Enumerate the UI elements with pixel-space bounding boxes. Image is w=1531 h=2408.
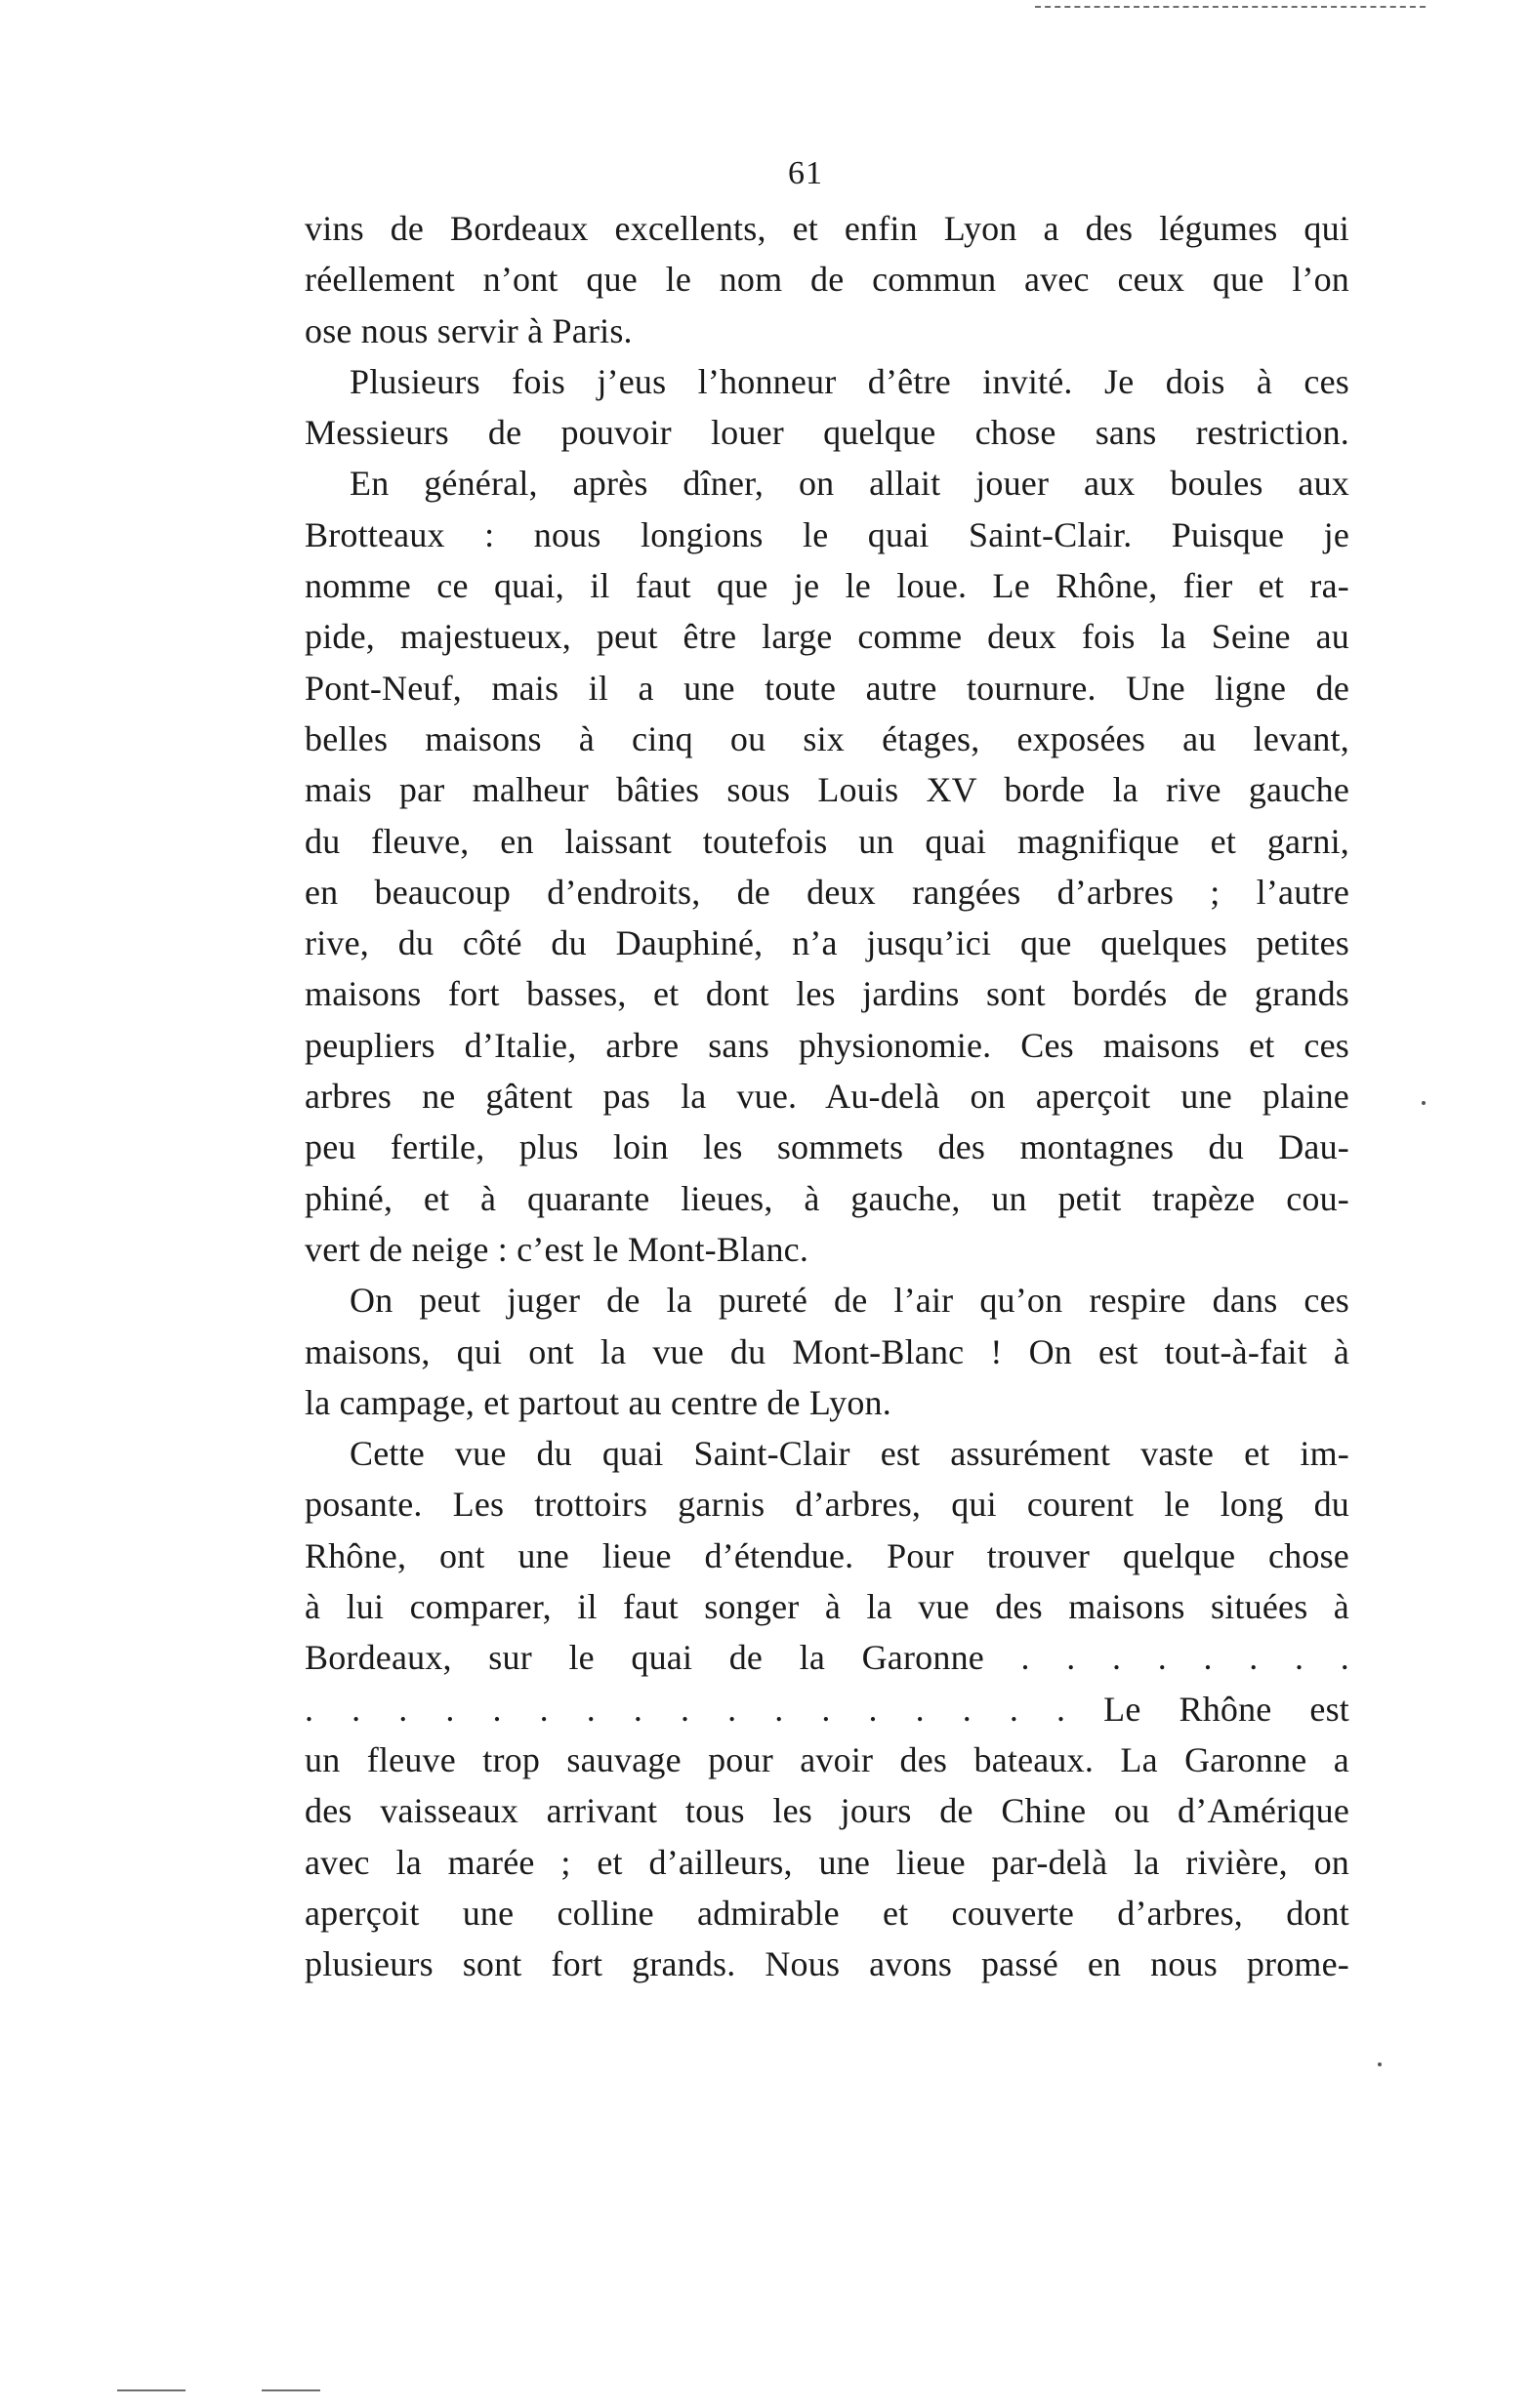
text-line: vert de neige : c’est le Mont-Blanc. <box>305 1229 809 1269</box>
text-line: ose nous servir à Paris. <box>305 310 633 350</box>
text-line: phiné, et à quarante lieues, à gauche, un petit trapèze cou- <box>305 1178 1349 1218</box>
text-line: Pont-Neuf, mais il a une toute autre tournure. Une ligne de <box>305 668 1349 708</box>
text-line: aperçoit une colline admirable et couverte d’arbres, dont <box>305 1893 1349 1933</box>
text-line: posante. Les trottoirs garnis d’arbres, qui courent le long du <box>305 1485 1349 1525</box>
text-line: arbres ne gâtent pas la vue. Au-delà on aperçoit une plaine <box>305 1077 1349 1117</box>
page-number: 61 <box>788 155 823 191</box>
bottom-edge-mark-left <box>117 2389 186 2391</box>
text-line: la campage, et partout au centre de Lyon. <box>305 1382 891 1422</box>
text-line: maisons, qui ont la vue du Mont-Blanc ! On est tout-à-fait à <box>305 1331 1349 1371</box>
text-line: des vaisseaux arrivant tous les jours de Chine ou d’Amérique <box>305 1791 1349 1831</box>
bottom-edge-mark-right <box>262 2389 320 2391</box>
text-line: peupliers d’Italie, arbre sans physionomie. Ces maisons et ces <box>305 1025 1349 1065</box>
text-line: Brotteaux : nous longions le quai Saint-Clair. Puisque je <box>305 514 1349 554</box>
text-line: avec la marée ; et d’ailleurs, une lieue par-delà la rivière, on <box>305 1842 1349 1882</box>
text-line: réellement n’ont que le nom de commun avec ceux que l’on <box>305 260 1349 300</box>
text-line: . . . . . . . . . . . . . . . . . Le Rhône est <box>305 1689 1349 1729</box>
margin-speck-upper <box>1422 1101 1426 1105</box>
margin-speck-lower <box>1378 2062 1382 2066</box>
text-line: On peut juger de la pureté de l’air qu’on respire dans ces <box>350 1281 1349 1321</box>
text-line: plusieurs sont fort grands. Nous avons passé en nous prome- <box>305 1944 1349 1984</box>
text-line: à lui comparer, il faut songer à la vue des maisons situées à <box>305 1587 1349 1627</box>
text-line: Rhône, ont une lieue d’étendue. Pour trouver quelque chose <box>305 1535 1349 1575</box>
top-edge-mark <box>1035 6 1426 8</box>
text-line: en beaucoup d’endroits, de deux rangées d’arbres ; l’autre <box>305 872 1349 912</box>
text-line: rive, du côté du Dauphiné, n’a jusqu’ici que quelques petites <box>305 923 1349 963</box>
text-line: mais par malheur bâties sous Louis XV borde la rive gauche <box>305 770 1349 810</box>
text-line: En général, après dîner, on allait jouer aux boules aux <box>350 464 1349 504</box>
text-line: vins de Bordeaux excellents, et enfin Lyon a des légumes qui <box>305 209 1349 248</box>
text-line: Messieurs de pouvoir louer quelque chose sans restriction. <box>305 413 1349 453</box>
body-text <box>305 203 1349 1989</box>
text-line: du fleuve, en laissant toutefois un quai magnifique et garni, <box>305 821 1349 861</box>
text-line: Cette vue du quai Saint-Clair est assurément vaste et im- <box>350 1434 1349 1474</box>
text-line: Bordeaux, sur le quai de la Garonne . . . . . . . . <box>305 1638 1349 1678</box>
text-line: Plusieurs fois j’eus l’honneur d’être invité. Je dois à ces <box>350 361 1349 401</box>
text-line: un fleuve trop sauvage pour avoir des bateaux. La Garonne a <box>305 1739 1349 1779</box>
text-line: nomme ce quai, il faut que je le loue. Le Rhône, fier et ra- <box>305 566 1349 606</box>
text-line: maisons fort basses, et dont les jardins sont bordés de grands <box>305 974 1349 1014</box>
text-line: pide, majestueux, peut être large comme deux fois la Seine au <box>305 617 1349 657</box>
text-line: peu fertile, plus loin les sommets des montagnes du Dau- <box>305 1127 1349 1167</box>
text-line: belles maisons à cinq ou six étages, exposées au levant, <box>305 718 1349 758</box>
